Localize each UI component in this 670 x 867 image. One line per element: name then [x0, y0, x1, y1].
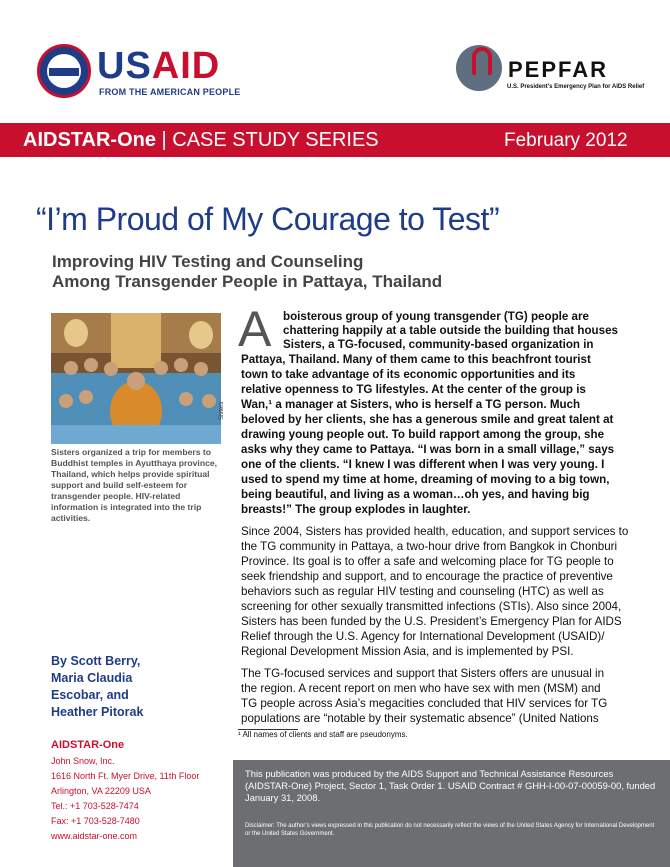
org-fax[interactable]: Fax: +1 703-528-7480 [51, 816, 140, 826]
subtitle-line-2: Among Transgender People in Pattaya, Thailand [52, 272, 443, 291]
intro-line: chattering happily at a table outside the building that houses [283, 324, 618, 337]
author-line: Escobar, and [51, 688, 129, 702]
author-line: By Scott Berry, [51, 654, 141, 668]
intro-line: Wan,¹ a manager at Sisters, who is herself a TG person. Much [241, 398, 581, 411]
para2-line: Sisters has been funded by the U.S. President’s Emergency Plan for AIDS [241, 615, 622, 628]
para2-line: screening for other sexually transmitted infections (STIs). Also since 2004, [241, 600, 622, 613]
pepfar-globe-logo [456, 45, 502, 91]
usaid-tagline: FROM THE AMERICAN PEOPLE [99, 87, 241, 97]
series-name: AIDSTAR-One [23, 129, 156, 151]
photo-caption: Sisters organized a trip for members to Buddhist temples in Ayutthaya province, Thailand, which helps provide spiritual support and build self-esteem for transgender people. HIV-related information is integrated into the trip activities. [51, 447, 218, 523]
page-title: “I’m Proud of My Courage to Test” [36, 201, 500, 237]
intro-line: Sisters, a TG-focused, community-based organization in [283, 338, 594, 351]
intro-line: town to take advantage of its economic opportunities and its [241, 368, 576, 381]
para3-line: TG people across Asia’s megacities concluded that HIV services for TG [241, 697, 608, 710]
series-title: | CASE STUDY SERIES [155, 129, 379, 151]
intro-line: beloved by her clients, she has a generous smile and great talent at [241, 413, 614, 426]
para2-line: Relief through the U.S. Agency for International Development (USAID)/ [241, 630, 605, 643]
intro-line: boisterous group of young transgender (TG) people are [283, 310, 589, 323]
org-name: AIDSTAR-One [51, 739, 125, 751]
org-phone: Tel.: +1 703-528-7474 [51, 801, 139, 811]
intro-line: drawing young people out. To build rapport among the group, she [241, 428, 605, 441]
para2-line: Province. Its goal is to offer a safe and welcoming place for TG people to [241, 555, 614, 568]
para3-line: The TG-focused services and support that Sisters offers are unusual in [241, 667, 605, 680]
intro-line: relative openness to TG lifestyles. At the center of the group is [241, 383, 586, 396]
org-line: John Snow, Inc. [51, 756, 115, 766]
intro-line: Pattaya, Thailand. Many of them came to this beachfront tourist [241, 353, 591, 366]
para2-line: seek friendship and support, and to encourage the practice of preventive [241, 570, 613, 583]
para2-line: Since 2004, Sisters has provided health, education, and support services to [241, 525, 629, 538]
subtitle-line-1: Improving HIV Testing and Counseling [52, 252, 364, 271]
pepfar-tagline: U.S. President's Emergency Plan for AIDS Relief [507, 84, 645, 90]
publication-date: February 2012 [504, 130, 628, 151]
para2-line: behaviors such as regular HIV testing and counseling (HTC) as well as [241, 585, 604, 598]
author-byline [51, 653, 143, 721]
usaid-logo-wordmark [97, 46, 220, 86]
usaid-seal-logo [37, 44, 91, 98]
usaid-aid: AID [151, 45, 221, 87]
disclaimer: Disclaimer: The author’s views expressed in this publication do not necessarily reflect the views of the United States Agency for International Development or the United States Government. [245, 823, 655, 837]
org-city: Arlington, VA 22209 USA [51, 786, 151, 796]
intro-line: one of the clients. “I knew I was different when I was very young. I [241, 458, 605, 471]
author-line: Maria Claudia [51, 671, 133, 685]
intro-line: breasts!” The group explodes in laughter. [241, 503, 471, 516]
series-label [23, 129, 379, 152]
photo-credit: Sisters [219, 401, 225, 420]
usaid-us: US [97, 45, 152, 87]
pepfar-wordmark: PEPFAR [508, 57, 609, 82]
para3-line: the region. A recent report on men who have sex with men (MSM) and [241, 682, 601, 695]
org-address: 1616 North Ft. Myer Drive, 11th Floor [51, 771, 200, 781]
org-website-link[interactable]: www.aidstar-one.com [51, 831, 138, 841]
intro-line: being beautiful, and living as a woman…oh yes, and having big [241, 488, 590, 501]
para2-line: the TG community in Pattaya, a two-hour drive from Bangkok in Chonburi [241, 540, 618, 553]
intro-line: asks why they came to Pattaya. “I was born in a small village,” says [241, 443, 615, 456]
footnote: ¹ All names of clients and staff are pseudonyms. [238, 730, 408, 739]
author-line: Heather Pitorak [51, 705, 144, 719]
funding-statement: This publication was produced by the AIDS Support and Technical Assistance Resources (AIDSTAR-One) Project, Sector 1, Task Order 1. USAID Contract # GHH-I-00-07-00059-00, funded January 31, 2008. [245, 768, 656, 803]
drop-cap: A [238, 301, 272, 357]
para2-line: Regional Development Mission Asia, and is implemented by PSI. [241, 645, 574, 658]
para3-line: populations are “notable by their systematic absence” (United Nations [241, 712, 599, 725]
group-photo [51, 313, 221, 444]
intro-line: used to spend my time at home, dreaming of moving to a big town, [241, 473, 610, 486]
